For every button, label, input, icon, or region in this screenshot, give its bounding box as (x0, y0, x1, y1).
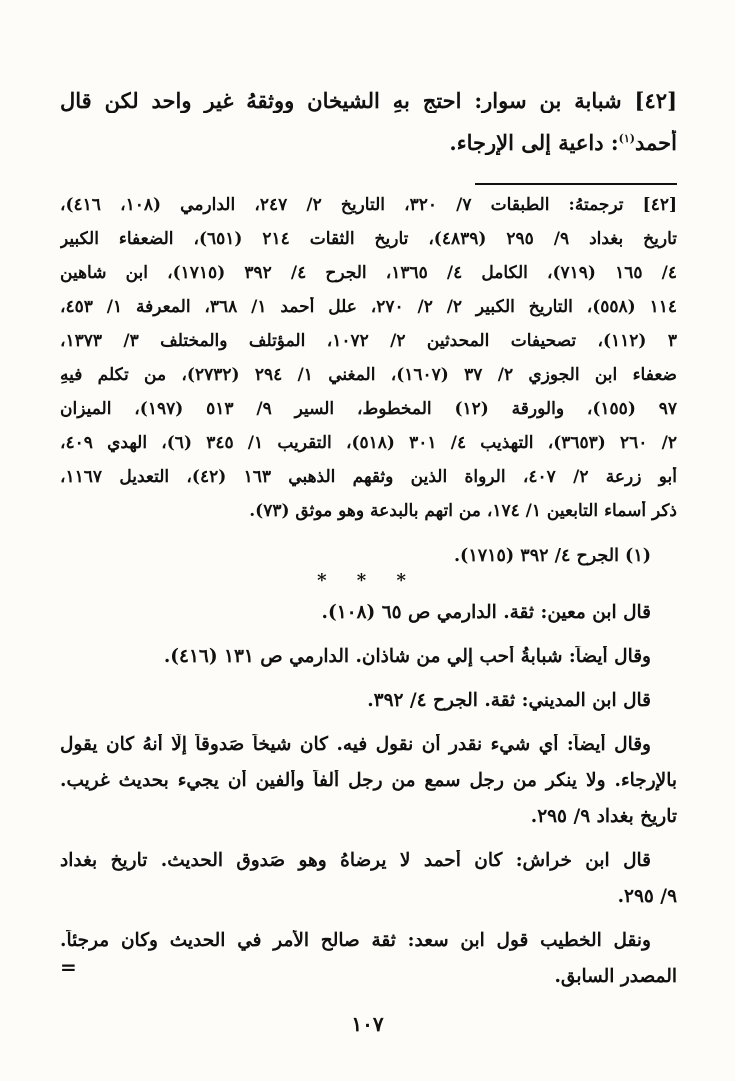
bio-line-6: ضعفاء ابن الجوزي ٢/ ٣٧ (١٦٠٧)، المغني ١/ ٢٩٤ (٢٧٣٢)، من تكلم فيهِ (60, 365, 677, 385)
entry-line-2 (60, 130, 677, 155)
bio-line-2: تاريخ بغداد ٩/ ٢٩٥ (٤٨٣٩)، تاريخ الثقات ٢١٤ (٦٥١)، الضعفاء الكبير (60, 229, 677, 249)
quote-line-1: قال ابن معين: ثقة. الدارمي ص ٦٥ (١٠٨). (321, 602, 651, 623)
bio-line-3: ٤/ ١٦٥ (٧١٩)، الكامل ٤/ ١٣٦٥، الجرح ٤/ ٣٩٢ (١٧١٥)، ابن شاهين (60, 263, 677, 283)
bio-line-7: ٩٧ (١٥٥)، والورقة (١٢) المخطوط، السير ٩/ ٥١٣ (١٩٧)، الميزان (60, 399, 677, 419)
quote-line-4: وقال أيضاً: أي شيء نقدر أن نقول فيه. كان شيخاً صَدوقاً إلّا أنهُ كان يقول (60, 734, 651, 755)
continuation-mark: = (60, 955, 77, 979)
quote-line-10: المصدر السابق. (554, 966, 677, 987)
section-separator: * * * (317, 570, 418, 591)
quote-line-8: ٩/ ٢٩٥. (617, 886, 677, 907)
quote-line-9: ونقل الخطيب قول ابن سعد: ثقة صالح الأمر في الحديث وكان مرجئاً. (60, 930, 651, 951)
footnote-marker: (١) (618, 132, 636, 145)
bio-line-10: ذكر أسماء التابعين ١/ ١٧٤، من اتهم بالبدعة وهو موثق (٧٣). (249, 501, 677, 521)
quote-line-7: قال ابن خراش: كان أحمد لا يرضاهُ وهو صَدوق الحديث. تاريخ بغداد (60, 850, 651, 871)
bio-line-8: ٢/ ٢٦٠ (٣٦٥٣)، التهذيب ٤/ ٣٠١ (٥١٨)، التقريب ١/ ٣٤٥ (٦)، الهدي ٤٠٩، (60, 433, 677, 453)
bio-line-9: أبو زرعة ٢/ ٤٠٧، الرواة الذين وثقهم الذهبي ١٦٣ (٤٢)، التعديل ١١٦٧، (60, 467, 677, 487)
separator-rule (475, 183, 677, 185)
entry-author: أحمد (635, 130, 677, 155)
quote-line-2: وقال أيضاً: شبابةُ أحب إلي من شاذان. الدارمي ص ١٣١ (٤١٦). (163, 646, 651, 667)
quote-line-3: قال ابن المديني: ثقة. الجرح ٤/ ٣٩٢. (367, 690, 651, 711)
page-number: ١٠٧ (351, 1012, 384, 1036)
quote-line-5: بالإرجاء. ولا ينكر من رجل سمع من رجل ألفاً وألفين أن يجيء بحديث غريب. (60, 770, 677, 791)
entry-line-2-rest: : داعية إلى الإرجاء. (449, 130, 619, 155)
entry-line-1: [٤٢] شبابة بن سوار: احتج بهِ الشيخان ووثقهُ غير واحد لكن قال (60, 88, 677, 113)
footnote-text: (١) الجرح ٤/ ٣٩٢ (١٧١٥). (453, 546, 651, 566)
bio-line-4: ١١٤ (٥٥٨)، التاريخ الكبير ٢/ ٢/ ٢٧٠، علل أحمد ١/ ٣٦٨، المعرفة ١/ ٤٥٣، (60, 297, 677, 317)
bio-line-5: ٣ (١١٢)، تصحيفات المحدثين ٢/ ١٠٧٢، المؤتلف والمختلف ٣/ ١٣٧٣، (60, 331, 677, 351)
bio-line-1: [٤٢] ترجمتهُ: الطبقات ٧/ ٣٢٠، التاريخ ٢/ ٢٤٧، الدارمي (١٠٨، ٤١٦)، (60, 195, 677, 215)
quote-line-6: تاريخ بغداد ٩/ ٢٩٥. (530, 806, 677, 827)
